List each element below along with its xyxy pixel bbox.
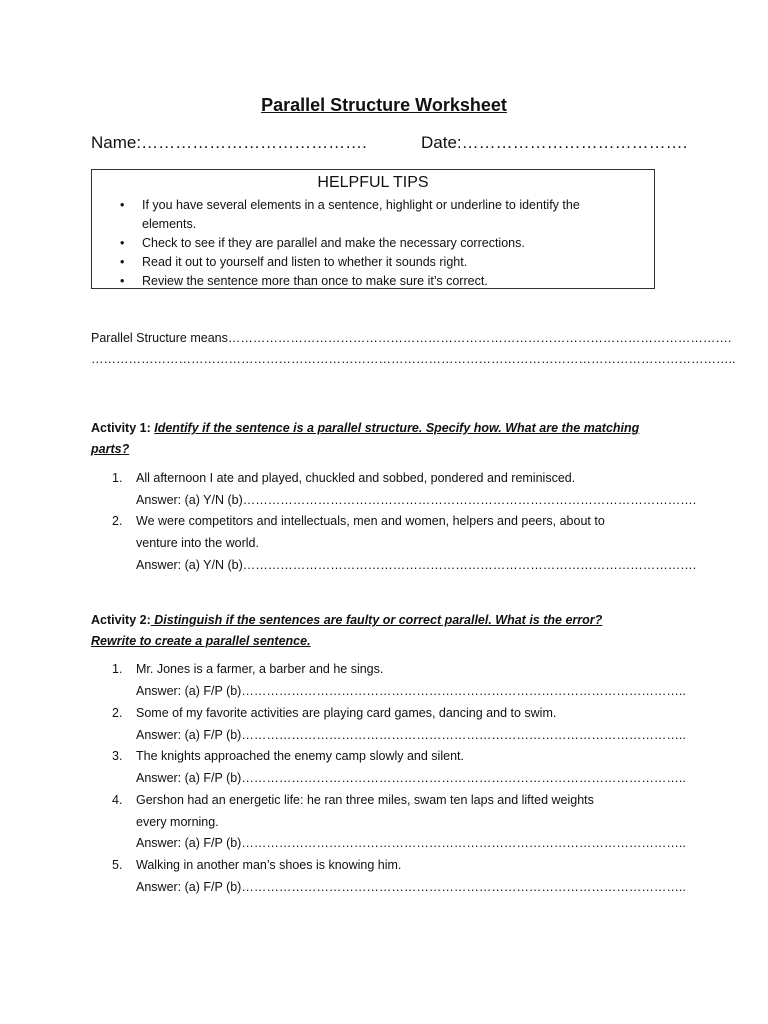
question-text: Gershon had an energetic life: he ran three miles, swam ten laps and lifted weights <box>136 793 594 807</box>
helpful-tips-box <box>91 169 655 289</box>
answer-line: Answer: (a) Y/N (b)………………………………………………………………………………………………. <box>136 558 697 572</box>
tip-item-continuation: elements. <box>142 217 197 231</box>
question-number: 1. <box>112 662 123 676</box>
worksheet-title: Parallel Structure Worksheet <box>261 95 507 115</box>
question-text-continuation: every morning. <box>136 815 219 829</box>
question-number: 5. <box>112 858 123 872</box>
answer-line: Answer: (a) F/P (b)…………………………………………………………………………………………….. <box>136 836 686 850</box>
activity1-heading <box>91 418 691 460</box>
answer-line: Answer: (a) Y/N (b)………………………………………………………………………………………………. <box>136 493 697 507</box>
question-text: Mr. Jones is a farmer, a barber and he sings. <box>136 662 384 676</box>
name-field: Name:…………………………………. <box>91 133 367 152</box>
tips-heading: HELPFUL TIPS <box>317 174 429 191</box>
question-text: All afternoon I ate and played, chuckled and sobbed, pondered and reminisced. <box>136 471 576 485</box>
question-text: We were competitors and intellectuals, men and women, helpers and peers, about to <box>136 514 605 528</box>
bullet-icon: • <box>120 255 125 269</box>
tip-item: • Read it out to yourself and listen to whether it sounds right. <box>142 253 642 272</box>
question-text: Some of my favorite activities are playing card games, dancing and to swim. <box>136 706 557 720</box>
question-number: 2. <box>112 514 123 528</box>
tip-item: • Review the sentence more than once to make sure it’s correct. <box>142 272 642 291</box>
activity-instruction: Identify if the sentence is a parallel structure. Specify how. What are the matching <box>154 421 640 435</box>
activity2-heading <box>91 610 691 652</box>
definition-line: Parallel Structure means…………………………………………………………………………………………………………. <box>91 331 732 345</box>
definition-line-continuation: ……………………………………………………………………………………………………………………………………….. <box>91 352 736 366</box>
activity-label: Activity 2: <box>91 613 151 627</box>
question-text: Walking in another man’s shoes is knowing him. <box>136 858 402 872</box>
question-number: 4. <box>112 793 123 807</box>
activity-label: Activity 1: <box>91 421 155 435</box>
answer-line: Answer: (a) F/P (b)…………………………………………………………………………………………….. <box>136 728 686 742</box>
question-text: The knights approached the enemy camp slowly and silent. <box>136 749 464 763</box>
bullet-icon: • <box>120 274 125 288</box>
question-number: 1. <box>112 471 123 485</box>
activity-instruction: Distinguish if the sentences are faulty or correct parallel. What is the error? <box>150 613 603 627</box>
answer-line: Answer: (a) F/P (b)…………………………………………………………………………………………….. <box>136 684 686 698</box>
tip-item: • Check to see if they are parallel and make the necessary corrections. <box>142 234 642 253</box>
answer-line: Answer: (a) F/P (b)…………………………………………………………………………………………….. <box>136 771 686 785</box>
date-field: Date:…………………………………. <box>421 133 688 152</box>
activity-instruction-continuation: parts? <box>91 442 130 456</box>
tip-item: • If you have several elements in a sentence, highlight or underline to identify the <box>142 196 642 215</box>
question-number: 3. <box>112 749 123 763</box>
question-text-continuation: venture into the world. <box>136 536 259 550</box>
activity-instruction-continuation: Rewrite to create a parallel sentence. <box>91 634 311 648</box>
bullet-icon: • <box>120 236 125 250</box>
bullet-icon: • <box>120 198 125 212</box>
question-number: 2. <box>112 706 123 720</box>
answer-line: Answer: (a) F/P (b)…………………………………………………………………………………………….. <box>136 880 686 894</box>
